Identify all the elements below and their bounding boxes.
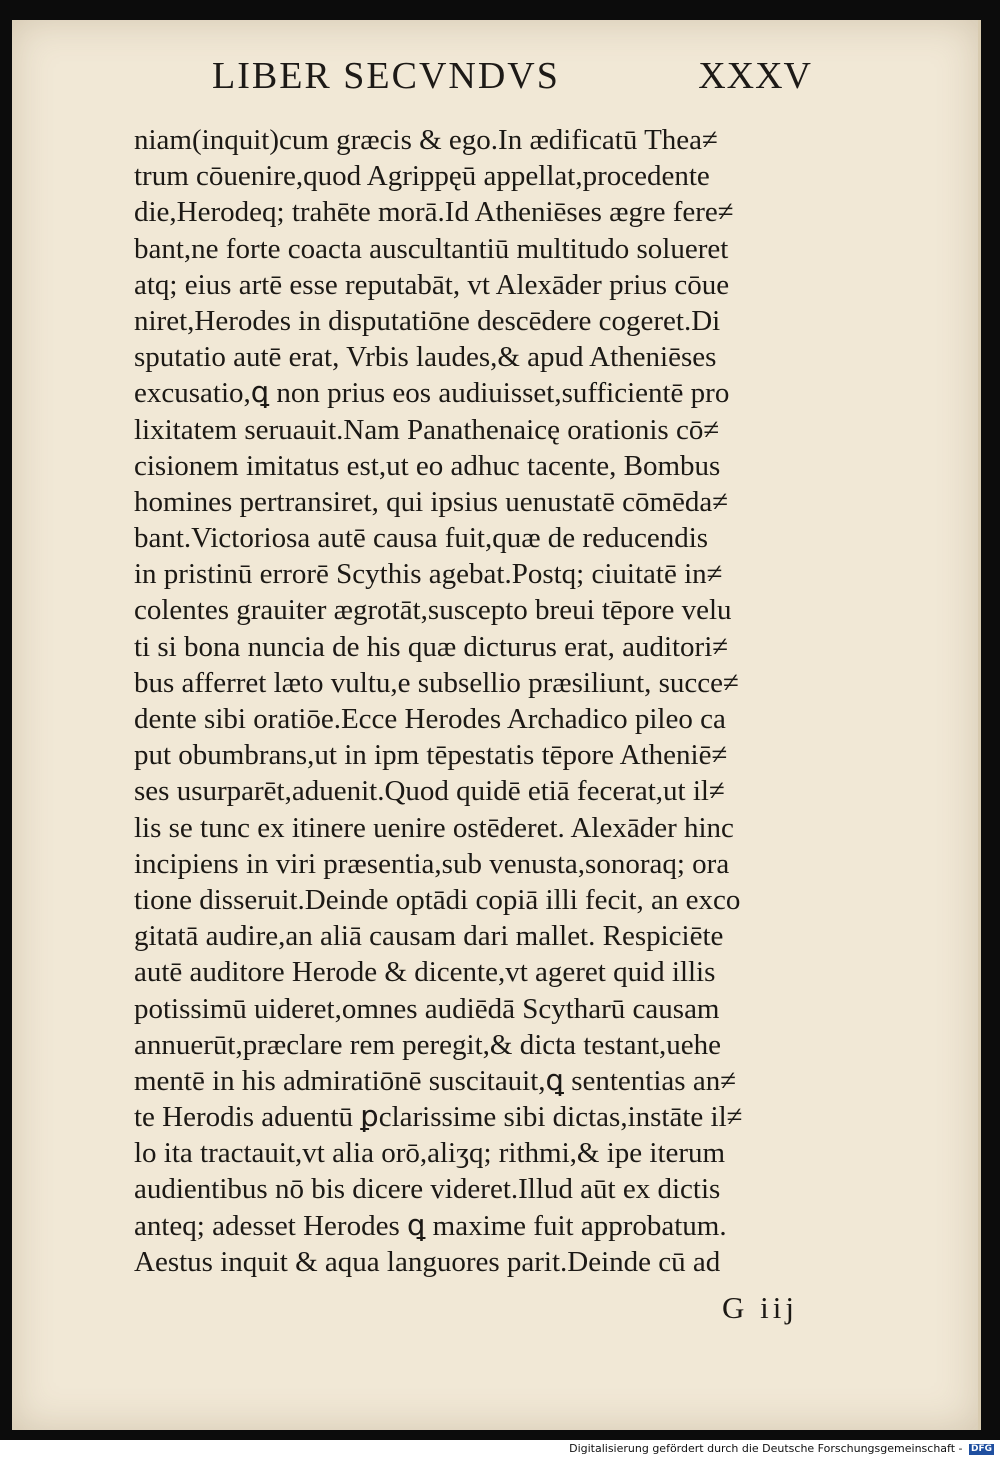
text-line: tione disseruit.Deinde optādi copiā illi fecit, an exco xyxy=(134,883,741,916)
text-line: cisionem imitatus est,ut eo adhuc tacente, Bombus xyxy=(134,449,721,482)
page-header xyxy=(212,54,812,102)
text-line: mentē in his admiratiōnē suscitauit,ꝗ sententias an≠ xyxy=(134,1064,737,1097)
text-line: die,Herodeq; trahēte morā.Id Atheniēses ægre fere≠ xyxy=(134,196,734,229)
text-line: niret,Herodes in disputatiōne descēdere cogeret.Di xyxy=(134,304,721,337)
text-line: ti si bona nuncia de his quæ dicturus erat, auditori≠ xyxy=(134,630,729,663)
text-line: dente sibi oratiōe.Ecce Herodes Archadico pileo ca xyxy=(134,703,726,735)
text-line: atq; eius artē esse reputabāt, vt Alexāder prius cōue xyxy=(134,268,730,301)
signature-mark: G iij xyxy=(722,1290,798,1325)
text-line: homines pertransiret, qui ipsius uenustatē cōmēda≠ xyxy=(134,485,729,518)
text-line: potissimū uideret,omnes audiēdā Scytharū causam xyxy=(134,992,720,1025)
folio-number: XXXV xyxy=(698,55,812,97)
text-line: colentes grauiter ægrotāt,suscepto breui tēpore velu xyxy=(134,594,732,627)
text-line: Aestus inquit & aqua languores parit.Deinde cū ad xyxy=(134,1245,721,1278)
text-line: audientibus nō bis dicere videret.Illud aūt ex dictis xyxy=(134,1173,721,1206)
credit-text: Digitalisierung gefördert durch die Deutsche Forschungsgemeinschaft - xyxy=(569,1442,963,1455)
running-head: LIBER SECVNDVS xyxy=(212,55,560,97)
text-line: bant.Victoriosa autē causa fuit,quæ de reducendis xyxy=(134,522,709,555)
text-line: incipiens in viri præsentia,sub venusta,sonoraq; ora xyxy=(134,847,730,880)
text-line: bant,ne forte coacta auscultantiū multitudo solueret xyxy=(134,232,729,265)
text-line: put obumbrans,ut in ipm tēpestatis tēpore Atheniē≠ xyxy=(134,739,728,772)
body-text xyxy=(134,122,844,1280)
text-line: lis se tunc ex itinere uenire ostēderet. Alexāder hinc xyxy=(134,811,734,844)
text-line: lo ita tractauit,vt alia orō,aliʒq; rithmi,& ipe iterum xyxy=(134,1137,726,1170)
dfg-logo: DFG xyxy=(970,1443,992,1454)
text-line: autē auditore Herode & dicente,vt ageret quid illis xyxy=(134,956,716,989)
text-line: lixitatem seruauit.Nam Panathenaicę orationis cō≠ xyxy=(134,413,720,446)
text-line: niam(inquit)cum græcis & ego.In ædificatū Thea≠ xyxy=(134,124,718,156)
text-line: excusatio,ꝗ non prius eos audiuisset,sufficientē pro xyxy=(134,377,730,410)
text-line: bus afferret læto vultu,e subsellio præsiliunt, succe≠ xyxy=(134,666,739,699)
text-line: sputatio autē erat, Vrbis laudes,& apud Atheniēses xyxy=(134,341,717,374)
text-line: anteq; adesset Herodes ꝗ maxime fuit approbatum. xyxy=(134,1209,727,1242)
text-line: ses usurparēt,aduenit.Quod quidē etiā fecerat,ut il≠ xyxy=(134,775,725,808)
digitization-credit xyxy=(569,1440,994,1457)
text-line: gitatā audire,an aliā causam dari mallet. Respiciēte xyxy=(134,920,724,953)
text-line: annuerūt,præclare rem peregit,& dicta testant,uehe xyxy=(134,1028,721,1061)
book-page xyxy=(12,20,981,1430)
text-line: trum cōuenire,quod Agrippęū appellat,procedente xyxy=(134,160,710,193)
text-line: in pristinū errorē Scythis agebat.Postq; ciuitatē in≠ xyxy=(134,558,723,591)
text-line: te Herodis aduentū ꝑclarissime sibi dictas,instāte il≠ xyxy=(134,1101,743,1134)
